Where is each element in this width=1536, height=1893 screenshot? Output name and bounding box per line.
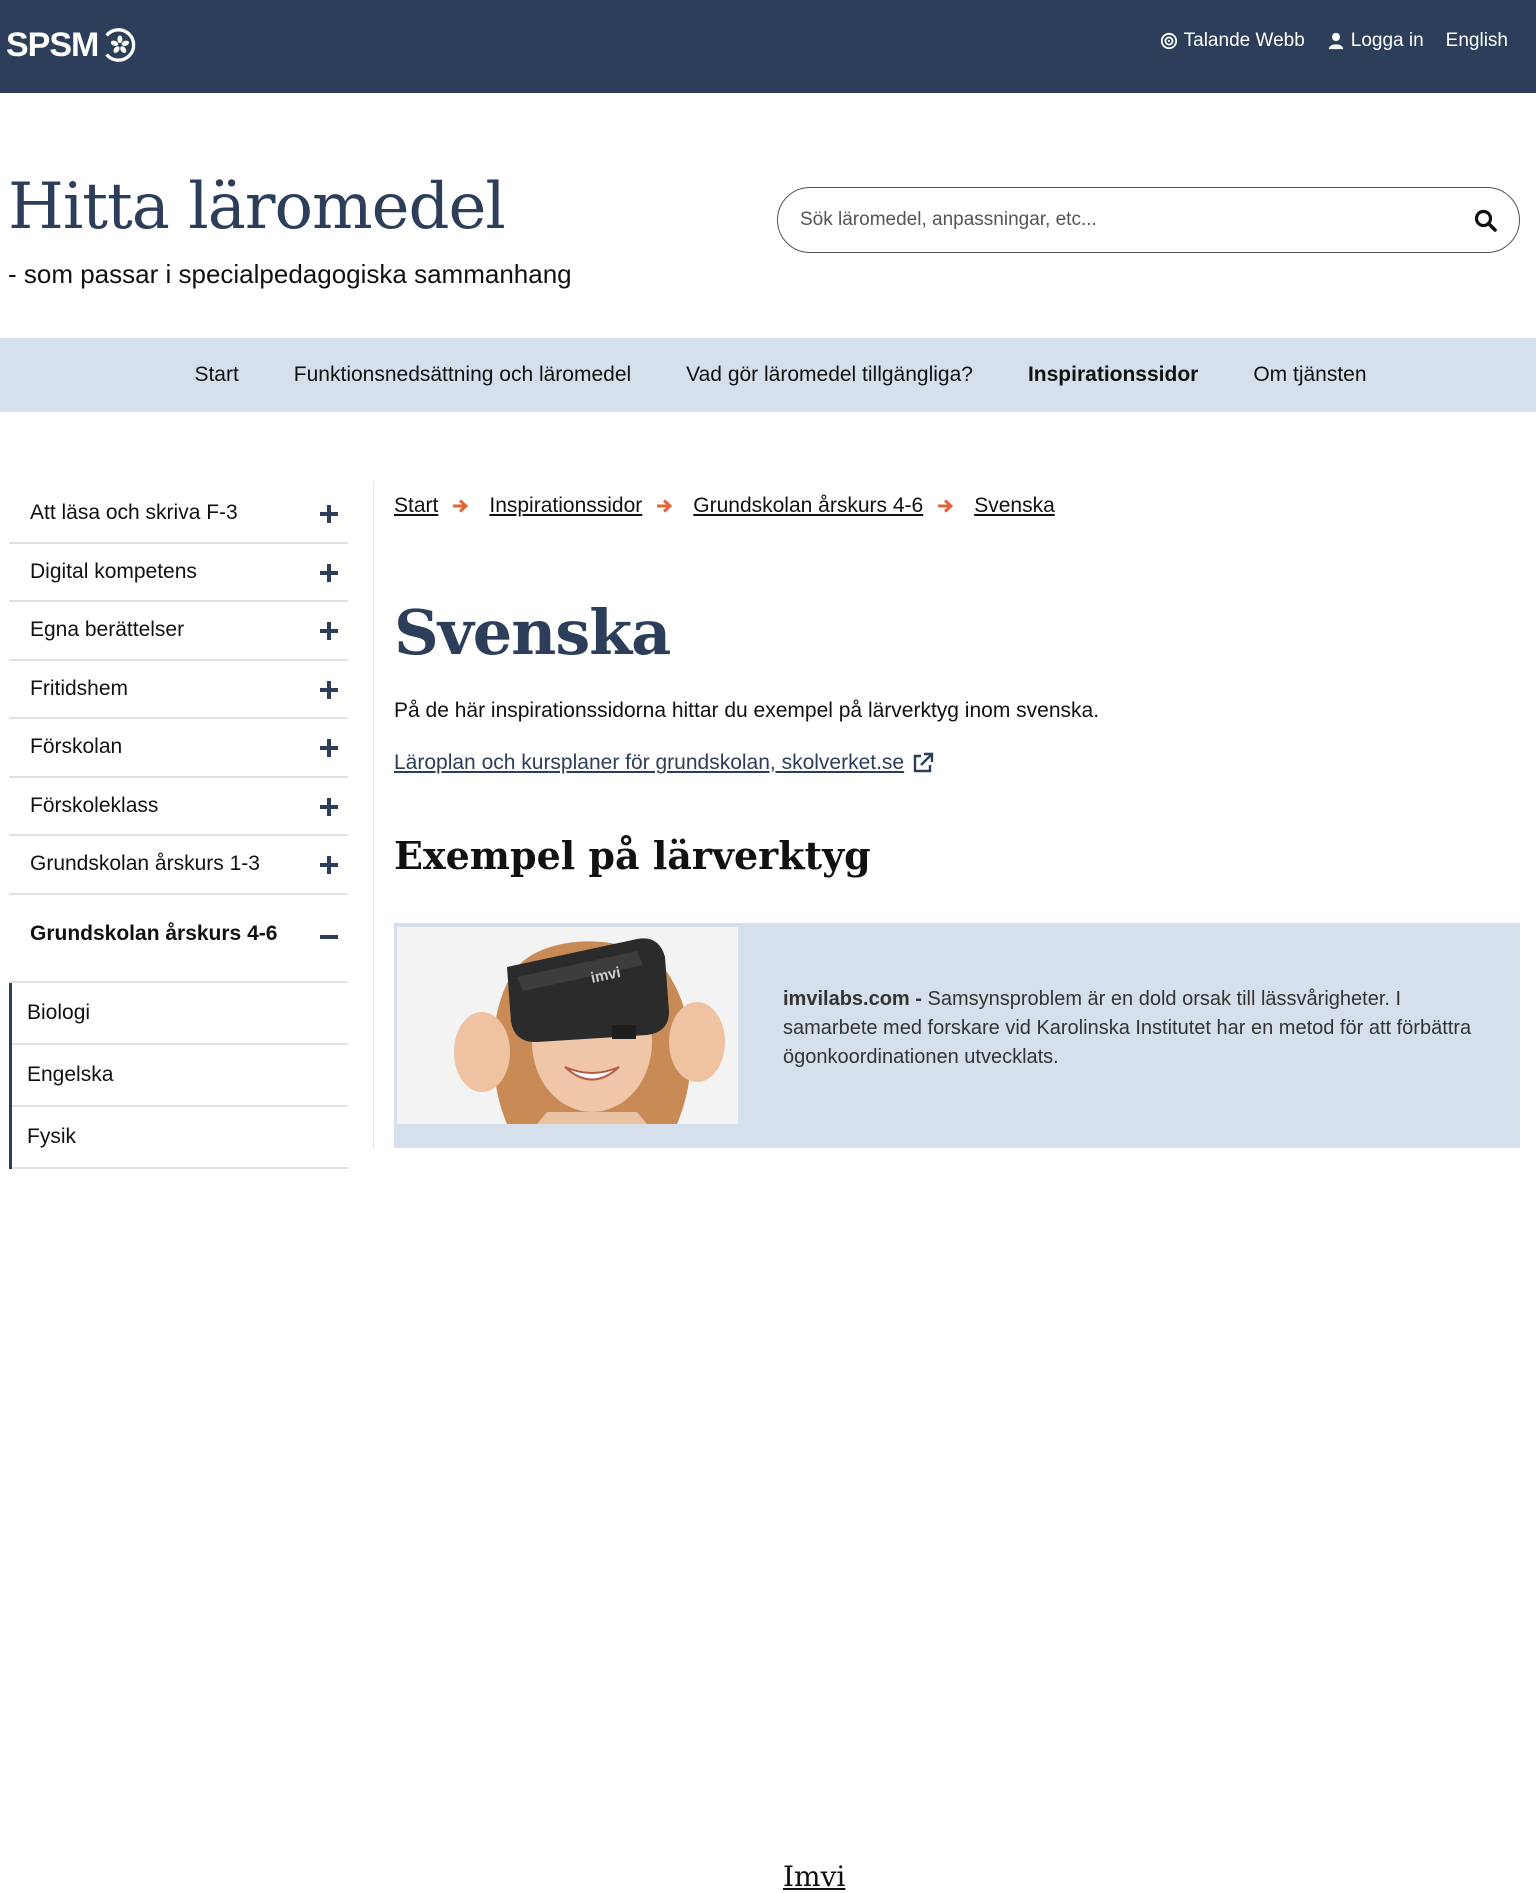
expand-plus-icon[interactable]	[320, 681, 338, 699]
card-separator: -	[909, 988, 928, 1010]
card-source: imvilabs.com	[783, 988, 910, 1010]
arrow-right-icon	[938, 499, 954, 513]
sidebar-subitems	[9, 983, 348, 1169]
top-links	[1160, 30, 1508, 52]
nav-om-tjansten[interactable]: Om tjänsten	[1253, 363, 1367, 386]
sidebar-item[interactable]	[9, 485, 348, 544]
vr-headset-girl-image	[397, 927, 738, 1124]
breadcrumb-inspirationssidor[interactable]: Inspirationssidor	[489, 494, 643, 517]
sidebar-item-label: Grundskolan årskurs 4-6	[30, 921, 278, 945]
sidebar-item-label: Digital kompetens	[30, 559, 197, 583]
skolverket-link[interactable]	[394, 751, 934, 775]
page-title: Svenska	[394, 596, 671, 669]
user-icon	[1327, 32, 1345, 50]
sidebar-item[interactable]	[9, 719, 348, 778]
svg-text:imvi: imvi	[589, 964, 623, 987]
sidebar-item-label: Att läsa och skriva F-3	[30, 501, 238, 525]
sidebar-item[interactable]	[9, 836, 348, 895]
card-image[interactable]	[397, 927, 738, 1124]
english-label: English	[1445, 30, 1508, 51]
card-description-text: Samsynsproblem är en dold orsak till lässvårigheter. I samarbete med forskare vid Karolinska Institutet har en metod för att förbättra ögonkoordinationen utvecklats.	[783, 988, 1472, 1068]
expand-plus-icon[interactable]	[320, 622, 338, 640]
card-description	[783, 985, 1493, 1072]
sidebar-item[interactable]	[9, 661, 348, 720]
sidebar-item-label: Förskolan	[30, 735, 123, 759]
intro-text: På de här inspirationssidorna hittar du exempel på lärverktyg inom svenska.	[394, 699, 1100, 722]
main-nav	[0, 338, 1536, 412]
sidebar-item-label: Grundskolan årskurs 1-3	[30, 852, 260, 876]
sidebar-item-label: Egna berättelser	[30, 618, 185, 642]
sidebar-item[interactable]	[9, 544, 348, 603]
expand-plus-icon[interactable]	[320, 505, 338, 523]
talande-webb-icon	[1160, 32, 1178, 50]
collapse-minus-icon[interactable]	[320, 935, 338, 939]
sidebar-subitem[interactable]: Engelska	[12, 1045, 348, 1107]
breadcrumb-grundskolan[interactable]: Grundskolan årskurs 4-6	[693, 494, 924, 517]
english-link[interactable]	[1446, 30, 1508, 52]
login-label: Logga in	[1350, 30, 1424, 51]
sidebar-item-open[interactable]	[9, 895, 348, 983]
external-link-icon	[912, 752, 934, 774]
sidebar-item[interactable]	[9, 778, 348, 837]
expand-plus-icon[interactable]	[320, 798, 338, 816]
arrow-right-icon	[453, 499, 469, 513]
top-bar	[0, 0, 1536, 93]
breadcrumb-svenska[interactable]: Svenska	[974, 494, 1055, 517]
logo-text: SPSM	[6, 25, 99, 64]
search-box	[777, 187, 1520, 253]
breadcrumb	[394, 494, 1055, 518]
section-title: Exempel på lärverktyg	[394, 833, 871, 878]
sidebar-item-label: Fritidshem	[30, 676, 129, 700]
nav-tillgangliga[interactable]: Vad gör läromedel tillgängliga?	[686, 363, 973, 386]
skolverket-link-label: Läroplan och kursplaner för grundskolan, skolverket.se	[394, 751, 905, 774]
sidebar-subitem[interactable]: Biologi	[12, 983, 348, 1045]
talande-webb-link[interactable]	[1160, 30, 1305, 52]
search-input[interactable]	[800, 188, 1440, 252]
logo-flower-icon	[99, 22, 137, 68]
sidebar-item[interactable]	[9, 602, 348, 661]
expand-plus-icon[interactable]	[320, 739, 338, 757]
content-divider	[373, 482, 374, 1148]
spsm-logo[interactable]	[6, 20, 137, 70]
nav-start[interactable]: Start	[194, 363, 239, 386]
expand-plus-icon[interactable]	[320, 564, 338, 582]
search-icon[interactable]	[1473, 208, 1499, 234]
sidebar	[9, 485, 348, 1169]
sidebar-item-label: Förskoleklass	[30, 793, 159, 817]
nav-inspirationssidor[interactable]: Inspirationssidor	[1027, 363, 1199, 386]
arrow-right-icon	[657, 499, 673, 513]
nav-funktionsnedsattning[interactable]: Funktionsnedsättning och läromedel	[293, 363, 632, 386]
site-subtitle: - som passar i specialpedagogiska sammanhang	[8, 259, 572, 289]
breadcrumb-start[interactable]: Start	[394, 494, 439, 517]
expand-plus-icon[interactable]	[320, 856, 338, 874]
sidebar-subitem[interactable]: Fysik	[12, 1107, 348, 1169]
talande-webb-label: Talande Webb	[1183, 30, 1305, 51]
site-title: Hitta läromedel	[8, 170, 505, 244]
card-title-link[interactable]: Imvi	[783, 1860, 846, 1893]
login-link[interactable]	[1327, 30, 1424, 52]
